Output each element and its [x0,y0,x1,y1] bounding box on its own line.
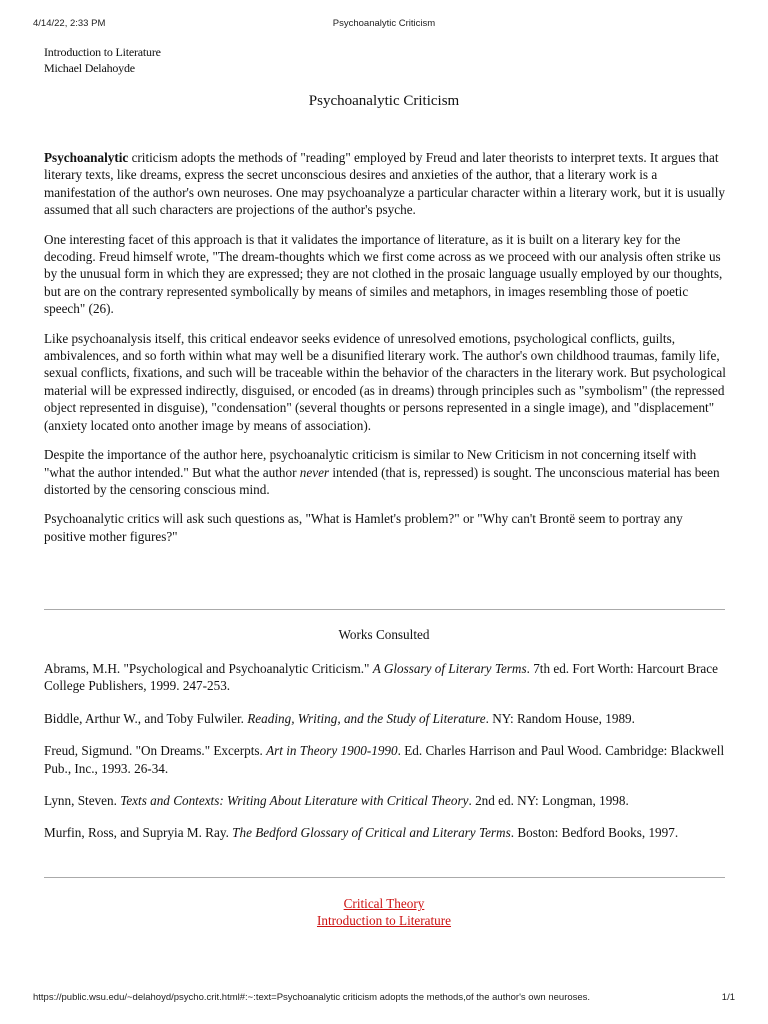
print-page-title: Psychoanalytic Criticism [332,18,436,29]
ref-text: . NY: Random House, 1989. [485,710,635,726]
page-count: 1/1 [721,992,735,1003]
course-info [44,44,161,76]
ref-text: Murfin, Ross, and Supryia M. Ray. [44,825,233,841]
divider [44,877,725,878]
reference-item [44,710,727,727]
ref-text: Lynn, Steven. [44,793,121,809]
paragraph-1 [44,149,727,219]
paragraph-text: intended (that is, repressed) is sought. The unconscious material has been distorted by the censoring conscious mind. [44,464,720,497]
print-footer [33,992,735,1006]
ref-text: . 2nd ed. NY: Longman, 1998. [468,793,629,809]
page-title: Psychoanalytic Criticism [308,93,460,109]
critical-theory-link[interactable]: Critical Theory [343,896,425,911]
reference-item [44,660,727,695]
highlighted-text: criticism adopts the methods of "reading" employed by Freud and later theorists to interpret texts. It argues that literary texts, like dreams, express the secret unconscious desires and anxieties of the author, that a literary work is a manifestation of the author's own neuroses [44,150,719,200]
paragraph-2: One interesting facet of this approach is that it validates the importance of literature, as it is built on a literary key for the decoding. Freud himself wrote, "The dream-thoughts which we first come across as we proceed with our analysis often strike us by the unusual form in which they are expressed; they are not clothed in the prosaic language usually employed by our thoughts, but are on the contrary represented symbolically by means of similes and metaphors, in images resembling those of poetic speech" (26). [44,231,723,317]
ref-text: Freud, Sigmund. "On Dreams." Excerpts. [44,743,267,759]
keyword-bold: Psychoanalytic [44,150,129,165]
paragraph-4 [44,446,727,498]
print-url: https://public.wsu.edu/~delahoyd/psycho.crit.html#:~:text=Psychoanalytic criticism adopts the methods,of the author's own neuroses. [33,992,591,1003]
course-name: Introduction to Literature [44,45,161,59]
divider [44,609,725,610]
ref-text: Biddle, Arthur W., and Toby Fulwiler. [44,710,248,726]
footer-links [0,895,768,929]
ref-title: Texts and Contexts: Writing About Literature with Critical Theory [120,793,469,809]
paragraph-text: Despite the importance of the author here, psychoanalytic criticism is similar to New Criticism in not concerning itself with "what the author intended." But what the author [44,447,697,480]
ref-title: Reading, Writing, and the Study of Literature [247,710,486,726]
works-consulted-list [44,660,727,857]
ref-text: . Boston: Bedford Books, 1997. [510,825,679,841]
works-consulted-heading: Works Consulted [338,627,430,642]
reference-item [44,824,727,841]
paragraph-5: Psychoanalytic critics will ask such questions as, "What is Hamlet's problem?" or "Why can't Brontë seem to portray any positive mother figures?" [44,511,683,544]
ref-title: The Bedford Glossary of Critical and Literary Terms [232,825,511,841]
reference-item [44,742,727,777]
ref-text: . 7th ed. Fort Worth: Harcourt Brace College Publishers, 1999. 247-253. [44,661,718,694]
reference-item [44,792,727,809]
paragraph-text: . One may psychoanalyze a particular character within a literary work, but it is usually assumed that all such characters are projections of the author's psyche. [44,184,725,218]
article-body [44,149,727,557]
paragraph-3: Like psychoanalysis itself, this critical endeavor seeks evidence of unresolved emotions, psychological conflicts, guilts, ambivalences, and so forth within what may well be a disunified literary work. The author's own childhood traumas, family life, sexual conflicts, fixations, and such will be traceable within the behavior of the characters in the literary work. But psychological material will be expressed indirectly, disguised, or encoded (as in dreams) through principles such as "symbolism" (the repressed object represented in disguise), "condensation" (several thoughts or persons represented in a single image), and "displacement" (anxiety located onto another image by means of association). [44,330,726,433]
emphasis-never: never [299,464,330,480]
instructor-name: Michael Delahoyde [44,61,135,75]
intro-literature-link[interactable]: Introduction to Literature [316,913,452,928]
print-header [33,18,735,32]
ref-title: A Glossary of Literary Terms [372,661,527,676]
ref-text: Abrams, M.H. "Psychological and Psychoanalytic Criticism." [44,661,373,676]
ref-title: Art in Theory 1900-1990 [266,743,398,759]
ref-text: . Ed. Charles Harrison and Paul Wood. Cambridge: Blackwell Pub., Inc., 1993. 26-34. [44,743,725,776]
print-date: 4/14/22, 2:33 PM [33,18,106,29]
